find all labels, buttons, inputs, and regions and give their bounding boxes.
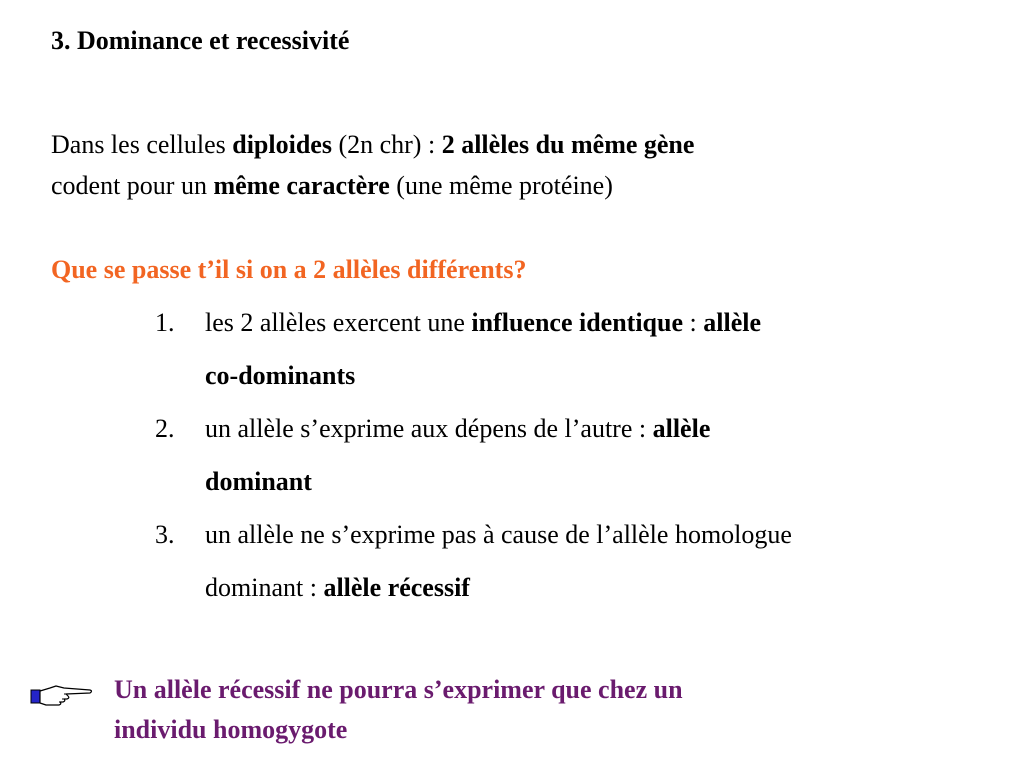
list-item-line — [205, 464, 312, 500]
intro-bold-alleles: 2 allèles du même gène — [441, 130, 695, 159]
list-number: 2. — [155, 414, 175, 443]
list-item-text: dominant : — [205, 573, 324, 602]
conclusion-line-2: individu homogygote — [114, 715, 348, 744]
list-number: 1. — [155, 308, 175, 337]
pointing-hand-icon — [30, 682, 94, 710]
list-item-line — [205, 411, 710, 447]
conclusion-text — [114, 670, 934, 750]
list-item-line — [205, 358, 355, 394]
list-item-bold: co-dominants — [205, 361, 356, 390]
list-item-text: les 2 allèles exercent une — [205, 308, 472, 337]
intro-paragraph — [51, 124, 951, 206]
intro-text-1: Dans les cellules — [51, 130, 233, 159]
section-title: 3. Dominance et recessivité — [51, 26, 350, 55]
list-item-line — [205, 517, 792, 553]
list-item-line — [205, 570, 470, 606]
list-item-bold: allèle récessif — [323, 573, 470, 602]
list-item-text: un allèle s’exprime aux dépens de l’autre : — [205, 414, 653, 443]
list-item-bold: influence identique — [471, 308, 684, 337]
list-item-text: : — [683, 308, 704, 337]
intro-text-4: (une même protéine) — [389, 171, 613, 200]
list-item-bold: allèle — [703, 308, 762, 337]
conclusion-line-1: Un allèle récessif ne pourra s’exprimer que chez un — [114, 675, 683, 704]
intro-text-3: codent pour un — [51, 171, 214, 200]
list-item-bold: dominant — [205, 467, 312, 496]
list-item-text: un allèle ne s’exprime pas à cause de l’allèle homologue — [205, 520, 792, 549]
list-item-bold: allèle — [652, 414, 711, 443]
intro-bold-caractere: même caractère — [213, 171, 390, 200]
intro-bold-diploides: diploides — [232, 130, 332, 159]
list-number: 3. — [155, 520, 175, 549]
intro-text-2: (2n chr) : — [331, 130, 442, 159]
list-item-line — [205, 305, 761, 341]
question-heading: Que se passe t’il si on a 2 allèles différents? — [51, 255, 527, 284]
